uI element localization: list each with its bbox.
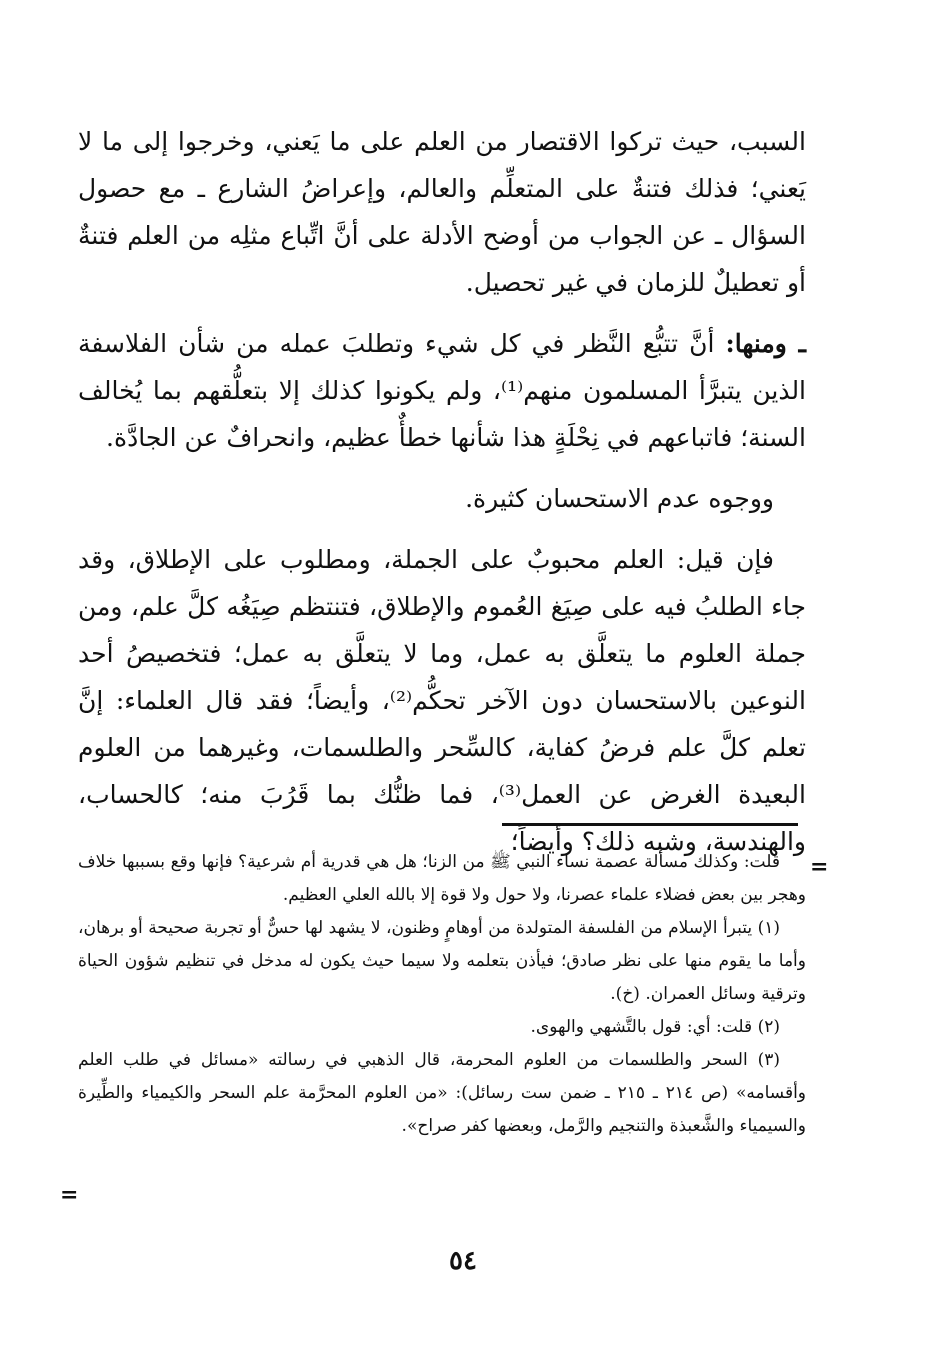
footnote-separator (502, 823, 798, 826)
paragraph-3: ووجوه عدم الاستحسان كثيرة. (465, 484, 774, 513)
page-number: ٥٤ (449, 1246, 477, 1276)
footnote-1: (١) يتبرأ الإسلام من الفلسفة المتولدة من أوهامٍ وظنون، لا يشهد لها حسٌّ أو تجربة صحيحة أو برهان، وأما ما يقوم منها على نظر صادق؛ فيأذن بتعلمه ولا سيما حيث يكون له مدخل في تنظيم شؤون الحياة وترقية وسائل العمران. (خ). (78, 918, 806, 1004)
paragraph-2 (78, 320, 806, 461)
continuation-mark-bottom: = (60, 1182, 79, 1208)
paragraph-2-lead: ـ ومنها: (725, 329, 806, 358)
main-text (78, 118, 806, 865)
paragraph-1: السبب، حيث تركوا الاقتصار من العلم على ما يَعني، وخرجوا إلى ما لا يَعني؛ فذلك فتنةٌ على المتعلِّم والعالم، وإعراضُ الشارع ـ مع حصول السؤال ـ عن الجواب من أوضح الأدلة على أنَّ اتِّباع مثلِه من العلم فتنةٌ أو تعطيلٌ للزمان في غير تحصيل. (78, 127, 806, 297)
continuation-mark-top: = (810, 854, 829, 880)
paragraph-2-body: أنَّ تتبُّع النَّظر في كل شيء وتطلبَ عمله من شأن الفلاسفة الذين يتبرَّأ المسلمون منهم⁽¹⁾، ولم يكونوا كذلك إلا بتعلُّقهم بما يُخالف السنة؛ فاتباعهم في نِحْلَةٍ هذا شأنها خطأٌ عظيم، وانحرافٌ عن الجادَّة. (78, 329, 807, 452)
footnote-2: (٢) قلت: أي: قول بالتَّشهي والهوى. (530, 1017, 780, 1037)
paragraph-4: فإن قيل: العلم محبوبٌ على الجملة، ومطلوب على الإطلاق، وقد جاء الطلبُ فيه على صِيَغ العُموم والإطلاق، فتنتظم صِيَغُه كلَّ علم، ومن جملة العلوم ما يتعلَّق به عمل، وما لا يتعلَّق به عمل؛ فتخصيصُ أحد النوعين بالاستحسان دون الآخر تحكُّم⁽²⁾، وأيضاً؛ فقد قال العلماء: إنَّ تعلم كلَّ علم فرضُ كفاية، كالسِّحر والطلسمات، وغيرهما من العلوم البعيدة الغرض عن العمل⁽³⁾، فما ظنُّك بما قَرُبَ منه؛ كالحساب، والهندسة، وشبه ذلك؟ وأيضاً؛ (78, 545, 806, 856)
footnote-continued: قلت: وكذلك مسألة عصمة نساء النبي ﷺ من الزنا؛ هل هي قدرية أم شرعية؟ فإنها وقع بسببها خلاف وهجر بين بعض فضلاء علماء عصرنا، ولا حول ولا قوة إلا بالله العلي العظيم. (78, 852, 806, 905)
footnotes (78, 846, 806, 1143)
footnote-3: (٣) السحر والطلسمات من العلوم المحرمة، قال الذهبي في رسالته «مسائل في طلب العلم وأقسامه» (ص ٢١٤ ـ ٢١٥ ـ ضمن ست رسائل): «من العلوم المحرَّمة علم السحر والكيمياء والطِّيرة والسيمياء والشَّعبذة والتنجيم والرَّمل، وبعضها كفر صراح». (78, 1050, 806, 1136)
